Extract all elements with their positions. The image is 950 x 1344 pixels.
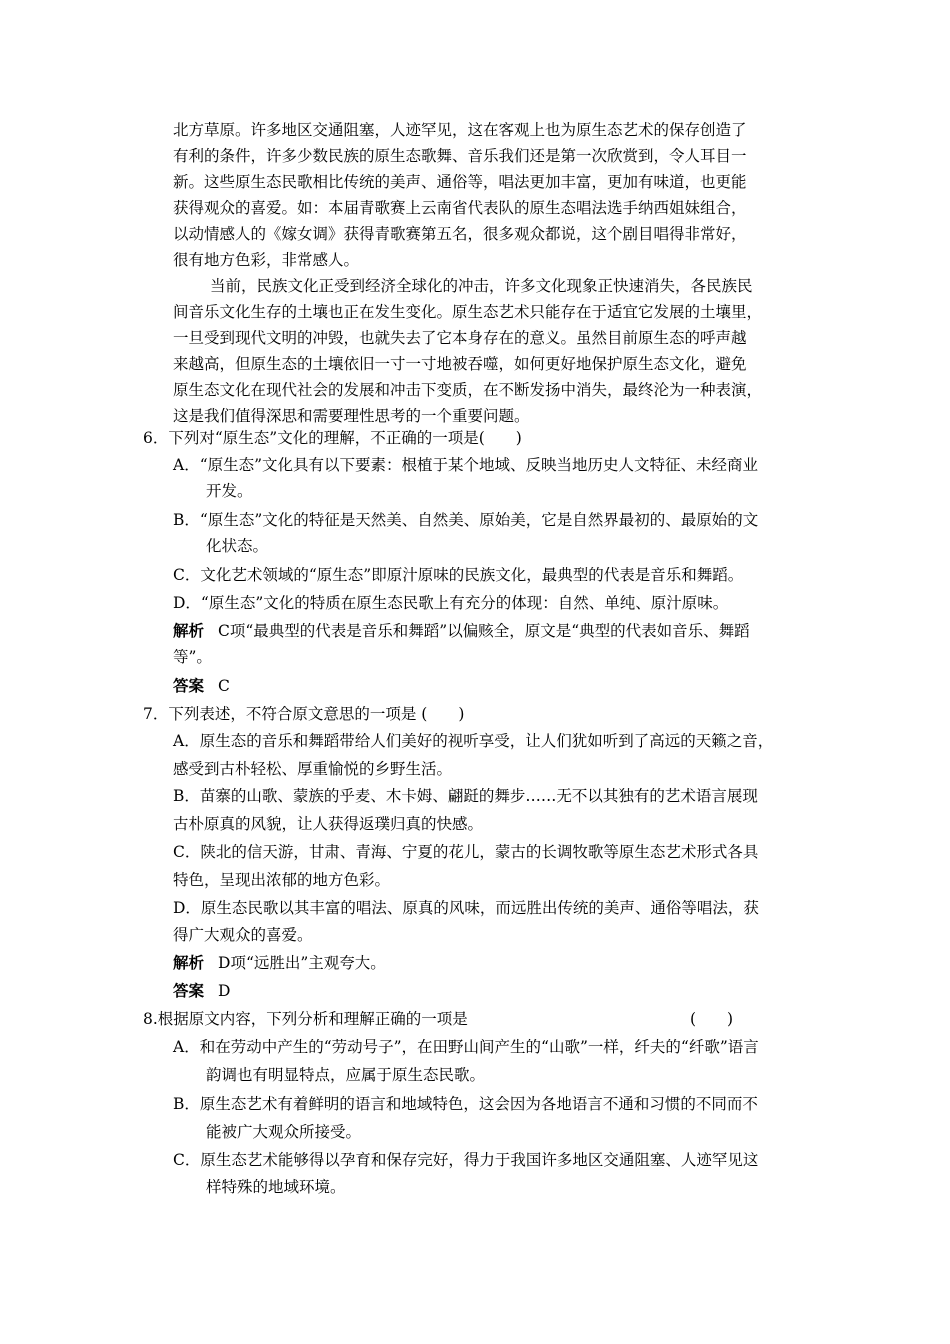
passage-line: 以动情感人的《嫁女调》获得青歌赛第五名，很多观众都说，这个剧目唱得非常好，	[173, 225, 747, 243]
question-7-answer	[173, 981, 230, 1001]
question-8-option-b-cont: 能被广大观众所接受。	[206, 1123, 362, 1141]
passage-line: 获得观众的喜爱。如：本届青歌赛上云南省代表队的原生态唱法选手纳西姐妹组合，	[173, 199, 747, 217]
question-6-option-b-cont: 化状态。	[206, 537, 269, 555]
question-6-analysis	[173, 621, 750, 641]
question-7-option-a-cont: 感受到古朴轻松、厚重愉悦的乡野生活。	[173, 760, 453, 778]
question-6-answer	[173, 676, 230, 696]
answer-label: 答案	[173, 982, 205, 1000]
question-7-option-a: A．原生态的音乐和舞蹈带给人们美好的视听享受，让人们犹如听到了高远的天籁之音，	[173, 732, 774, 750]
analysis-label: 解析	[173, 954, 205, 972]
question-6-option-a: A．“原生态”文化具有以下要素：根植于某个地域、反映当地历史人文特征、未经商业	[173, 456, 759, 474]
question-6-option-b: B．“原生态”文化的特征是天然美、自然美、原始美，它是自然界最初的、最原始的文	[173, 511, 759, 529]
question-6-option-a-cont: 开发。	[206, 482, 253, 500]
question-8-option-a: A．和在劳动中产生的“劳动号子”，在田野山间产生的“山歌”一样，纤夫的“纤歌”语言	[173, 1038, 759, 1056]
question-7-option-d-cont: 得广大观众的喜爱。	[173, 926, 313, 944]
passage-line: 来越高，但原生态的土壤依旧一寸一寸地被吞噬，如何更好地保护原生态文化，避免	[173, 355, 747, 373]
question-7-option-c-cont: 特色，呈现出浓郁的地方色彩。	[173, 871, 391, 889]
passage-line: 北方草原。许多地区交通阻塞，人迹罕见，这在客观上也为原生态艺术的保存创造了	[173, 121, 747, 139]
question-7-option-b-cont: 古朴原真的风貌，让人获得返璞归真的快感。	[173, 815, 484, 833]
analysis-text: C项“最典型的代表是音乐和舞蹈”以偏赅全，原文是“典型的代表如音乐、舞蹈	[218, 622, 750, 640]
question-6-analysis-cont: 等”。	[173, 648, 212, 666]
question-7-option-c: C．陕北的信天游，甘肃、青海、宁夏的花儿，蒙古的长调牧歌等原生态艺术形式各具	[173, 843, 759, 861]
question-6-stem: 6．下列对“原生态”文化的理解，不正确的一项是( )	[143, 429, 522, 447]
question-6-option-d: D．“原生态”文化的特质在原生态民歌上有充分的体现：自然、单纯、原汁原味。	[173, 594, 729, 612]
passage-line: 新。这些原生态民歌相比传统的美声、通俗等，唱法更加丰富，更加有味道，也更能	[173, 173, 747, 191]
question-7-analysis	[173, 953, 386, 973]
passage-line: 一旦受到现代文明的冲毁，也就失去了它本身存在的意义。虽然目前原生态的呼声越	[173, 329, 747, 347]
analysis-text: D项“远胜出”主观夸大。	[218, 954, 386, 972]
passage-line: 原生态文化在现代社会的发展和冲击下变质，在不断发扬中消失，最终沦为一种表演，	[173, 381, 763, 399]
question-7-stem: 7．下列表述，不符合原文意思的一项是 ( )	[143, 705, 465, 723]
question-6-option-c: C．文化艺术领域的“原生态”即原汁原味的民族文化，最典型的代表是音乐和舞蹈。	[173, 566, 744, 584]
question-8-answer-paren: ( )	[690, 1010, 734, 1028]
question-8-option-c-cont: 样特殊的地域环境。	[206, 1178, 346, 1196]
question-8-option-c: C．原生态艺术能够得以孕育和保存完好，得力于我国许多地区交通阻塞、人迹罕见这	[173, 1151, 759, 1169]
answer-value: D	[218, 982, 231, 1000]
passage-line: 这是我们值得深思和需要理性思考的一个重要问题。	[173, 407, 530, 425]
question-8-option-a-cont: 韵调也有明显特点，应属于原生态民歌。	[206, 1066, 486, 1084]
answer-value: C	[218, 677, 230, 695]
question-7-option-d: D．原生态民歌以其丰富的唱法、原真的风味，而远胜出传统的美声、通俗等唱法，获	[173, 899, 759, 917]
question-8-option-b: B．原生态艺术有着鲜明的语言和地域特色，这会因为各地语言不通和习惯的不同而不	[173, 1095, 758, 1113]
answer-label: 答案	[173, 677, 205, 695]
passage-line: 很有地方色彩，非常感人。	[173, 251, 360, 269]
question-7-option-b: B．苗寨的山歌、蒙族的乎麦、木卡姆、翩跹的舞步……无不以其独有的艺术语言展现	[173, 787, 758, 805]
analysis-label: 解析	[173, 622, 205, 640]
question-8-stem: 8.根据原文内容，下列分析和理解正确的一项是	[143, 1010, 468, 1028]
passage-line: 间音乐文化生存的土壤也正在发生变化。原生态艺术只能存在于适宜它发展的土壤里，	[173, 303, 763, 321]
passage-line: 有利的条件，许多少数民族的原生态歌舞、音乐我们还是第一次欣赏到，令人耳目一	[173, 147, 747, 165]
passage-line: 当前，民族文化正受到经济全球化的冲击，许多文化现象正快速消失，各民族民	[210, 277, 753, 295]
